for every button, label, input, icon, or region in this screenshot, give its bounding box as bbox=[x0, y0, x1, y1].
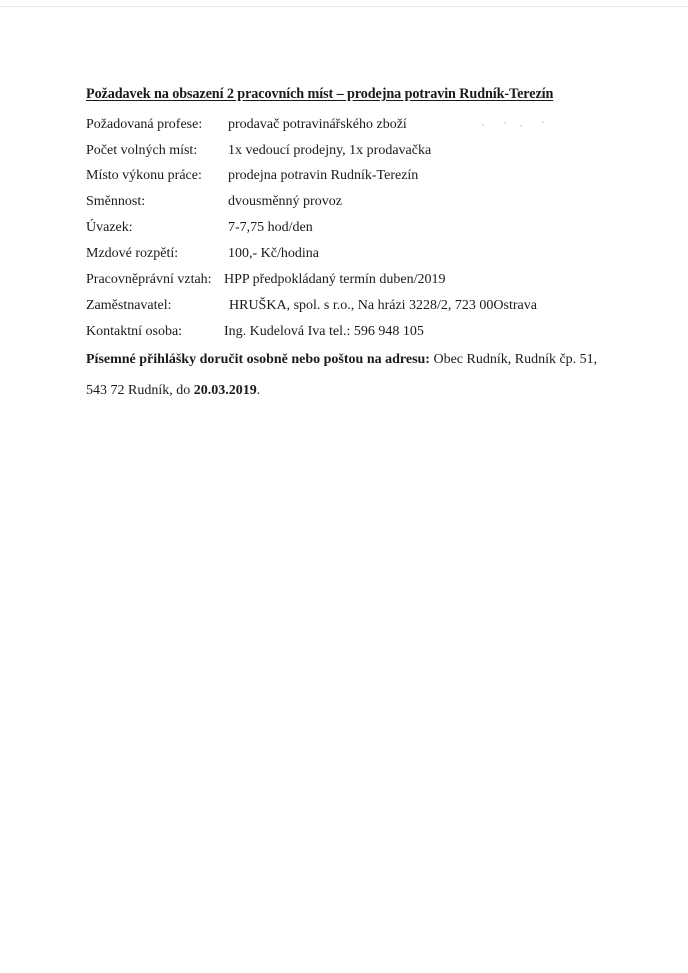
scan-top-edge bbox=[0, 6, 688, 7]
field-row-employment-type bbox=[86, 272, 646, 294]
field-label-salary: Mzdové rozpětí: bbox=[86, 246, 179, 261]
application-instructions-line2 bbox=[86, 383, 626, 399]
field-row-salary bbox=[86, 246, 646, 268]
application-end: . bbox=[256, 383, 261, 398]
field-value-contact: Ing. Kudelová Iva tel.: 596 948 105 bbox=[224, 324, 424, 339]
field-value-employment-type: HPP předpokládaný termín duben/2019 bbox=[224, 272, 446, 287]
document-title: Požadavek na obsazení 2 pracovních míst – prodejna potravin Rudník-Terezín bbox=[86, 86, 554, 102]
field-label-workplace: Místo výkonu práce: bbox=[86, 168, 202, 183]
field-value-vacancies: 1x vedoucí prodejny, 1x prodavačka bbox=[228, 143, 432, 158]
field-value-profession: prodavač potravinářského zboží bbox=[228, 117, 407, 132]
application-address-line2: 543 72 Rudník, do bbox=[86, 383, 194, 398]
field-label-profession: Požadovaná profese: bbox=[86, 117, 203, 132]
field-value-salary: 100,- Kč/hodina bbox=[228, 246, 319, 261]
field-row-shifts bbox=[86, 194, 646, 216]
field-label-employer: Zaměstnavatel: bbox=[86, 298, 172, 313]
field-label-contact: Kontaktní osoba: bbox=[86, 324, 183, 339]
field-row-workload bbox=[86, 220, 646, 242]
field-row-profession bbox=[86, 117, 646, 139]
application-deadline: 20.03.2019 bbox=[193, 383, 257, 398]
application-address-line1: Obec Rudník, Rudník čp. 51, bbox=[429, 352, 598, 367]
field-value-workplace: prodejna potravin Rudník-Terezín bbox=[228, 168, 419, 183]
field-row-vacancies bbox=[86, 143, 646, 165]
field-label-employment-type: Pracovněprávní vztah: bbox=[86, 272, 212, 287]
application-instructions-line1 bbox=[86, 352, 626, 368]
application-lead: Písemné přihlášky doručit osobně nebo poštou na adresu: bbox=[86, 352, 430, 367]
field-row-workplace bbox=[86, 168, 646, 190]
field-label-vacancies: Počet volných míst: bbox=[86, 143, 198, 158]
field-value-shifts: dvousměnný provoz bbox=[228, 194, 342, 209]
field-label-workload: Úvazek: bbox=[86, 220, 133, 235]
field-value-employer: HRUŠKA, spol. s r.o., Na hrázi 3228/2, 723 00Ostrava bbox=[229, 298, 537, 313]
field-value-workload: 7-7,75 hod/den bbox=[228, 220, 313, 235]
field-label-shifts: Směnnost: bbox=[86, 194, 146, 209]
field-row-employer bbox=[86, 298, 646, 320]
field-row-contact bbox=[86, 324, 646, 346]
